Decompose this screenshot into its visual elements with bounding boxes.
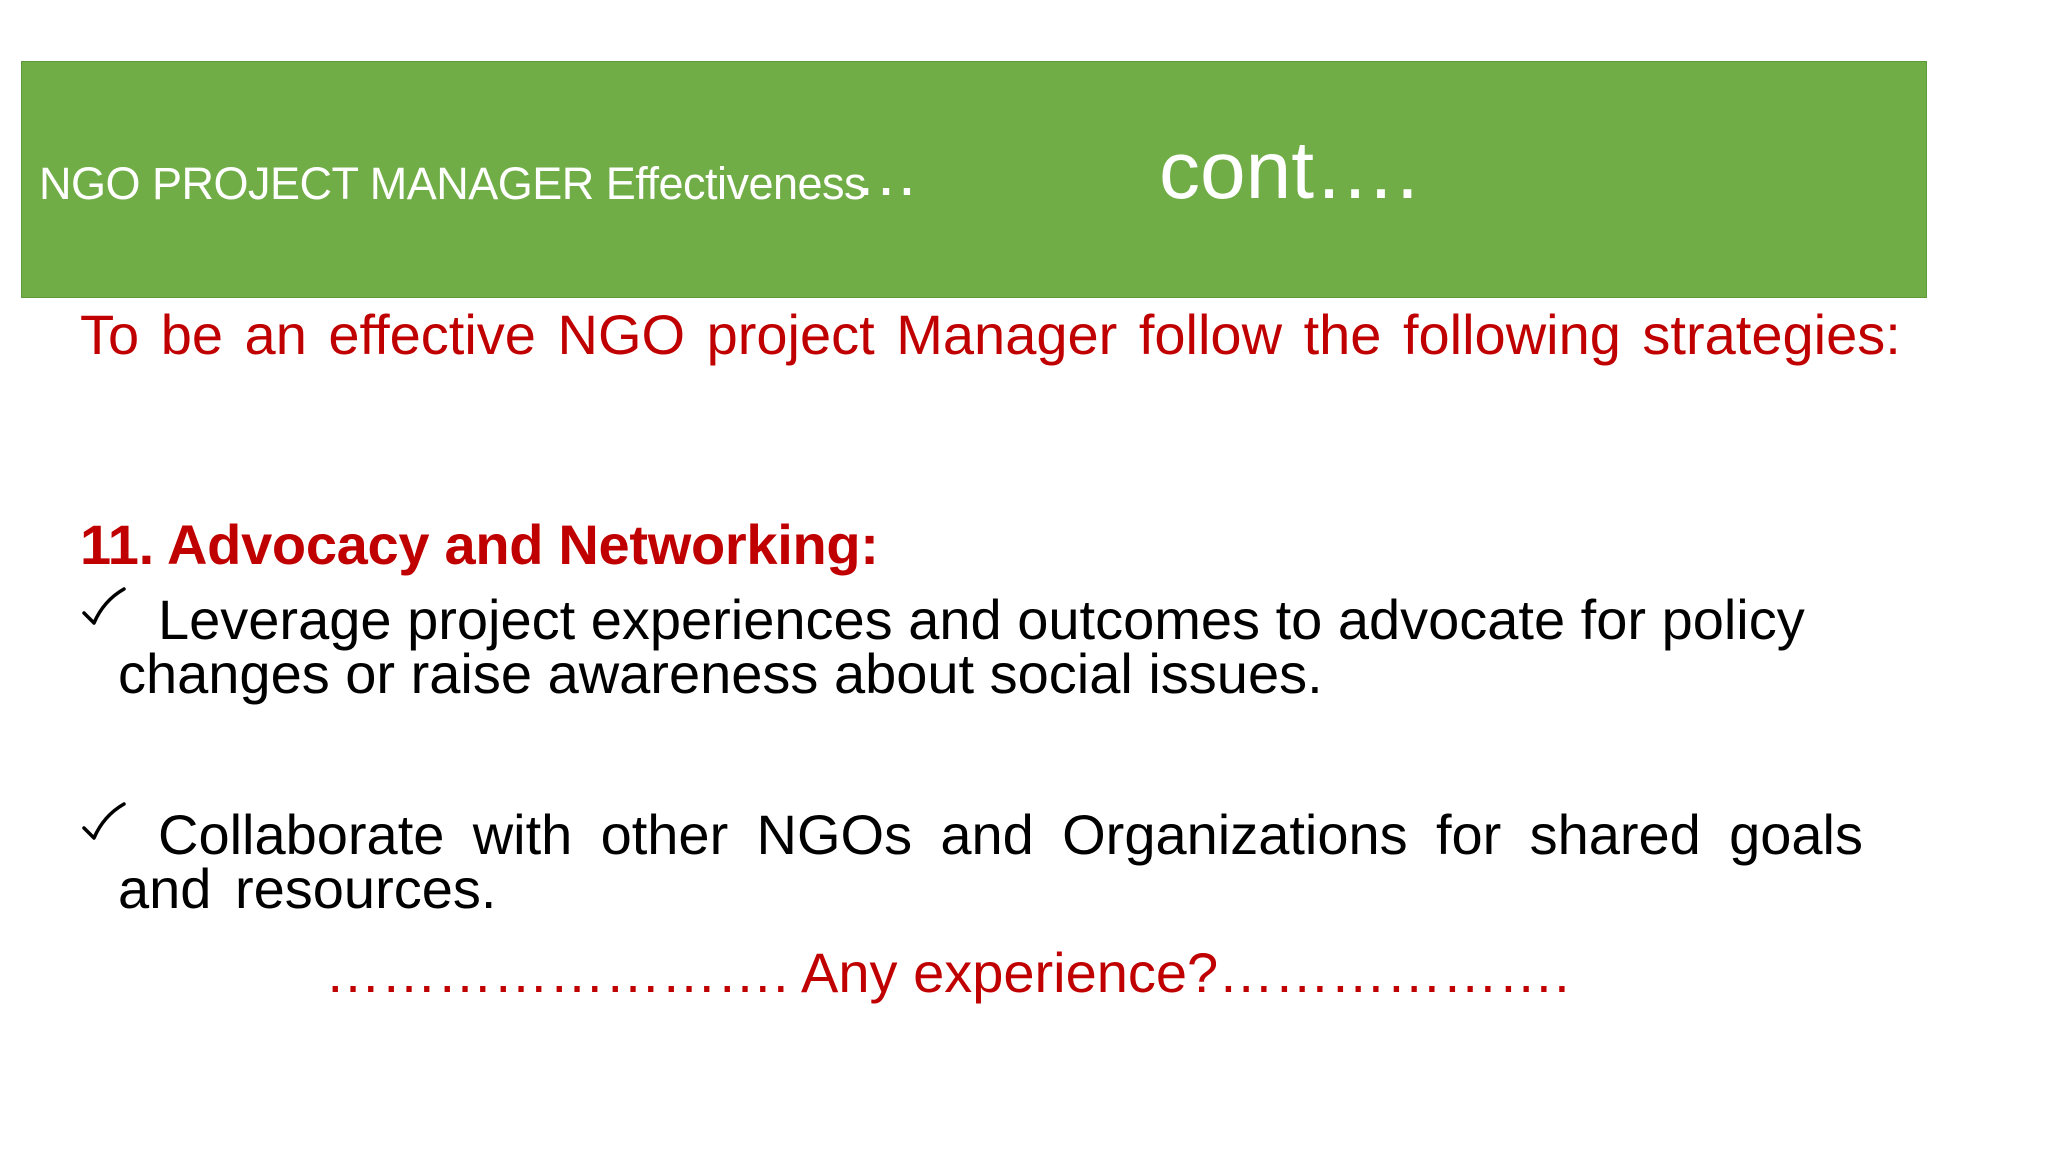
slide-title: NGO PROJECT MANAGER Effectiveness	[39, 158, 867, 209]
title-cont: cont….	[1159, 125, 1419, 216]
closing-prompt: ……………………. Any experience?……………….	[325, 941, 1570, 1004]
bullet-text: Leverage project experiences and outcomes to advocate for policy changes or raise awareness about social issues.	[118, 588, 1805, 705]
title-banner	[21, 61, 1927, 298]
intro-text: To be an effective NGO project Manager follow the following strategies:	[80, 303, 1901, 366]
section-heading: 11. Advocacy and Networking:	[80, 513, 879, 576]
title-ellipsis: …	[853, 135, 919, 209]
bullet-text: Collaborate with other NGOs and Organizations for shared goals and resources.	[118, 803, 1863, 920]
